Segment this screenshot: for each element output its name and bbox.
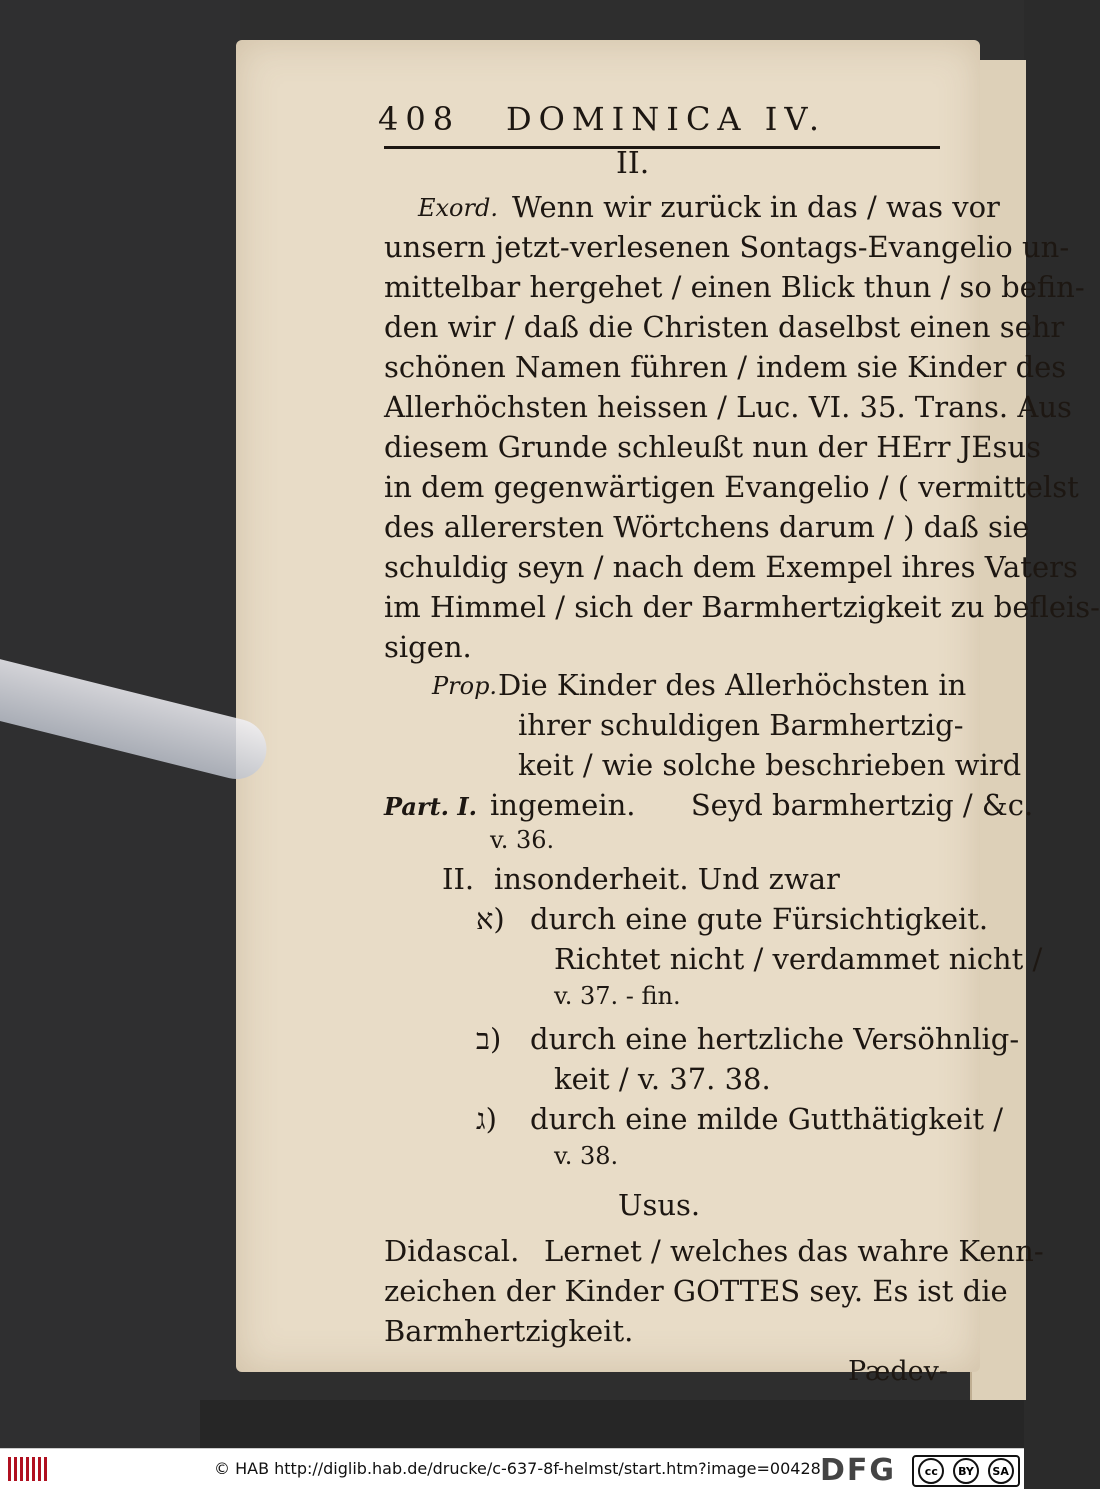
cc-icon: cc [918,1458,944,1484]
item-label-gimel: ג) [476,1102,497,1136]
by-icon: BY [953,1458,979,1484]
footer-bar [0,1448,1024,1489]
text-line: schuldig seyn / nach dem Exempel ihres Vaters [384,550,1078,584]
source-link[interactable]: © HAB http://diglib.hab.de/drucke/c-637-8f-helmst/start.htm?image=00428 [214,1459,821,1478]
text-line: Lernet / welches das wahre Kenn- [544,1234,1044,1268]
creative-commons-badge[interactable] [912,1455,1020,1487]
text-line: Die Kinder des Allerhöchsten in [498,668,967,702]
text-line: den wir / daß die Christen daselbst einen sehr [384,310,1065,344]
text-line: v. 37. - fin. [554,982,681,1010]
dfg-logo: DFG [820,1453,897,1488]
text-line: zeichen der Kinder GOTTES sey. Es ist die [384,1274,1008,1308]
text-line: v. 36. [490,826,555,854]
didascal-label: Didascal. [384,1234,520,1268]
text-line: Allerhöchsten heissen / Luc. VI. 35. Trans. Aus [384,390,1072,424]
exord-label: Exord. [418,194,498,222]
text-line: v. 38. [554,1142,619,1170]
sa-icon: SA [988,1458,1014,1484]
text-line: sigen. [384,630,472,664]
text-line: in dem gegenwärtigen Evangelio / ( vermittelst [384,470,1079,504]
text-line: keit / wie solche beschrieben wird [518,748,1022,782]
text-line: Barmhertzigkeit. [384,1314,634,1348]
text-line: mittelbar hergehet / einen Blick thun / so befin- [384,270,1085,304]
part-label: Part. I. [384,792,477,821]
text-line: im Himmel / sich der Barmhertzigkeit zu befleis- [384,590,1100,624]
text-line: insonderheit. Und zwar [494,862,840,896]
text-line: unsern jetzt-verlesenen Sontags-Evangelio un- [384,230,1070,264]
running-head: DOMINICA IV. [506,100,827,138]
text-line: schönen Namen führen / indem sie Kinder des [384,350,1067,384]
item-label-bet: ב) [476,1022,502,1056]
library-logo-icon [8,1457,48,1481]
text-line: ingemein. Seyd barmhertzig / &c. [490,788,1034,822]
item-label-aleph: א) [476,902,505,936]
usus-heading: Usus. [618,1188,701,1222]
prop-label: Prop. [432,672,498,700]
text-line: Wenn wir zurück in das / was vor [512,190,1000,224]
text-line: durch eine hertzliche Versöhnlig- [530,1022,1020,1056]
text-line: des allerersten Wörtchens darum / ) daß sie [384,510,1030,544]
text-line: keit / v. 37. 38. [554,1062,771,1096]
header-rule [384,146,940,149]
text-line: diesem Grunde schleußt nun der HErr JEsus [384,430,1041,464]
dark-background-bottom [200,1400,1024,1448]
part-two-label: II. [442,862,475,896]
text-line: ihrer schuldigen Barmhertzig- [518,708,964,742]
page-number: 408 [378,100,461,138]
catchword: Pædev- [848,1356,948,1387]
text-line: durch eine milde Gutthätigkeit / [530,1102,1003,1136]
text-line: durch eine gute Fürsichtigkeit. [530,902,989,936]
text-line: Richtet nicht / verdammet nicht / [554,942,1043,976]
section-number: II. [616,146,650,181]
